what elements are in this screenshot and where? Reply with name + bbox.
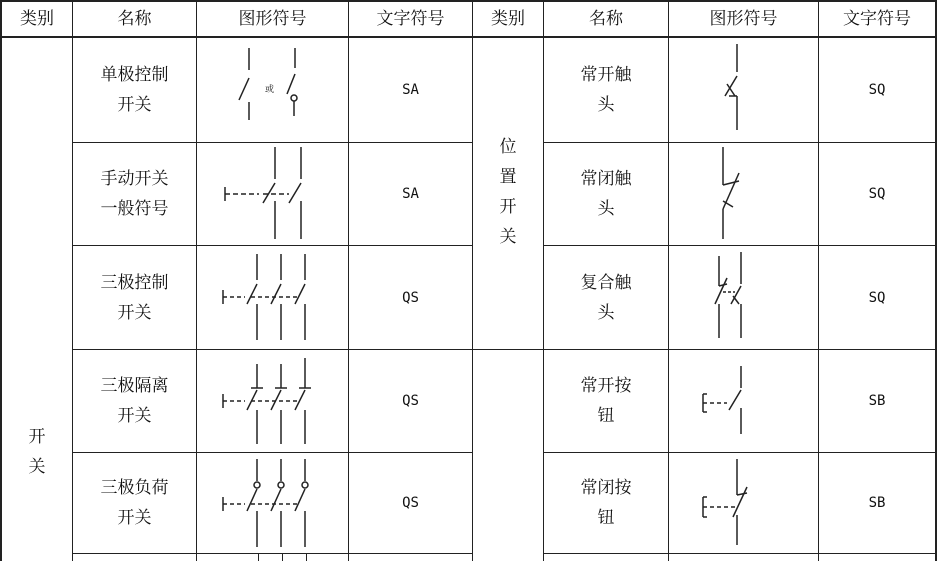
vline-4 [472, 0, 473, 561]
name-line: 常开按 [580, 376, 632, 396]
left-row-1-code: SA [402, 82, 419, 98]
name-line: 三极控制 [100, 272, 169, 293]
left-category [2, 420, 72, 484]
three-pole-load-switch-icon [197, 453, 348, 553]
left-row-4-code: QS [402, 393, 419, 409]
header-symbol-right: 图形符号 [709, 9, 778, 29]
left-row-4-name [73, 350, 196, 452]
header-name-right: 名称 [589, 9, 623, 29]
header-symbol-left: 图形符号 [238, 9, 307, 29]
right-category-char: 置 [499, 167, 517, 187]
name-line: 常开触 [580, 65, 632, 85]
three-pole-isolator-icon [197, 350, 348, 452]
hline-left-r5 [72, 553, 472, 554]
no-contact-icon [669, 38, 818, 142]
name-line: 常闭触 [580, 169, 632, 189]
right-category-char: 开 [499, 197, 517, 217]
right-row-5-code: SB [868, 495, 886, 511]
name-line: 头 [597, 95, 615, 115]
right-category-char: 关 [499, 227, 517, 247]
header-category-right: 类别 [491, 9, 525, 29]
name-line: 开关 [117, 95, 152, 115]
name-line: 头 [597, 199, 615, 219]
compound-contact-icon [669, 246, 818, 349]
right-row-5-name [544, 453, 668, 553]
manual-switch-icon [197, 143, 348, 245]
name-line: 单极控制 [100, 65, 169, 85]
name-line: 常闭按 [580, 478, 632, 498]
left-row-3-code: QS [402, 289, 419, 306]
name-line: 开关 [117, 406, 152, 426]
partial-line [258, 554, 259, 561]
nc-button-icon [669, 453, 818, 553]
nc-contact-icon [669, 143, 818, 245]
left-row-5-code: QS [402, 495, 419, 511]
hline-right-r5 [543, 553, 937, 554]
header-category-left: 类别 [20, 9, 54, 29]
right-row-3-code: SQ [868, 289, 886, 306]
left-row-2-code: SA [402, 186, 419, 202]
single-pole-switch-icon [197, 38, 348, 142]
left-row-5-name [73, 453, 196, 553]
right-row-2-code: SQ [868, 186, 886, 202]
right-category [473, 130, 543, 254]
right-row-4-name [544, 350, 668, 452]
partial-line [282, 554, 283, 561]
header-name-left: 名称 [117, 9, 152, 29]
right-row-2-name [544, 143, 668, 245]
left-row-2-name [73, 143, 196, 245]
name-line: 三极负荷 [100, 478, 169, 498]
right-row-3-name [544, 246, 668, 349]
or-label: 或 [265, 85, 275, 95]
name-line: 三极隔离 [100, 376, 169, 396]
right-row-1-name [544, 38, 668, 142]
name-line: 钮 [597, 406, 615, 426]
left-category-char: 关 [28, 457, 46, 477]
right-row-1-code: SQ [868, 82, 886, 98]
name-line: 头 [597, 302, 615, 323]
name-line: 开关 [117, 302, 152, 323]
header-code-left: 文字符号 [376, 9, 445, 29]
left-row-1-name [73, 38, 196, 142]
right-row-4-code: SB [868, 393, 886, 409]
name-line: 钮 [597, 508, 615, 528]
left-category-char: 开 [28, 427, 46, 447]
right-category-char: 位 [499, 137, 517, 157]
partial-line [306, 554, 307, 561]
name-line: 复合触 [580, 272, 632, 293]
left-row-3-name [73, 246, 196, 349]
name-line: 一般符号 [100, 199, 169, 219]
name-line: 开关 [117, 508, 152, 528]
header-code-right: 文字符号 [843, 9, 911, 29]
three-pole-control-switch-icon [197, 246, 348, 349]
no-button-icon [669, 350, 818, 452]
name-line: 手动开关 [100, 169, 169, 189]
